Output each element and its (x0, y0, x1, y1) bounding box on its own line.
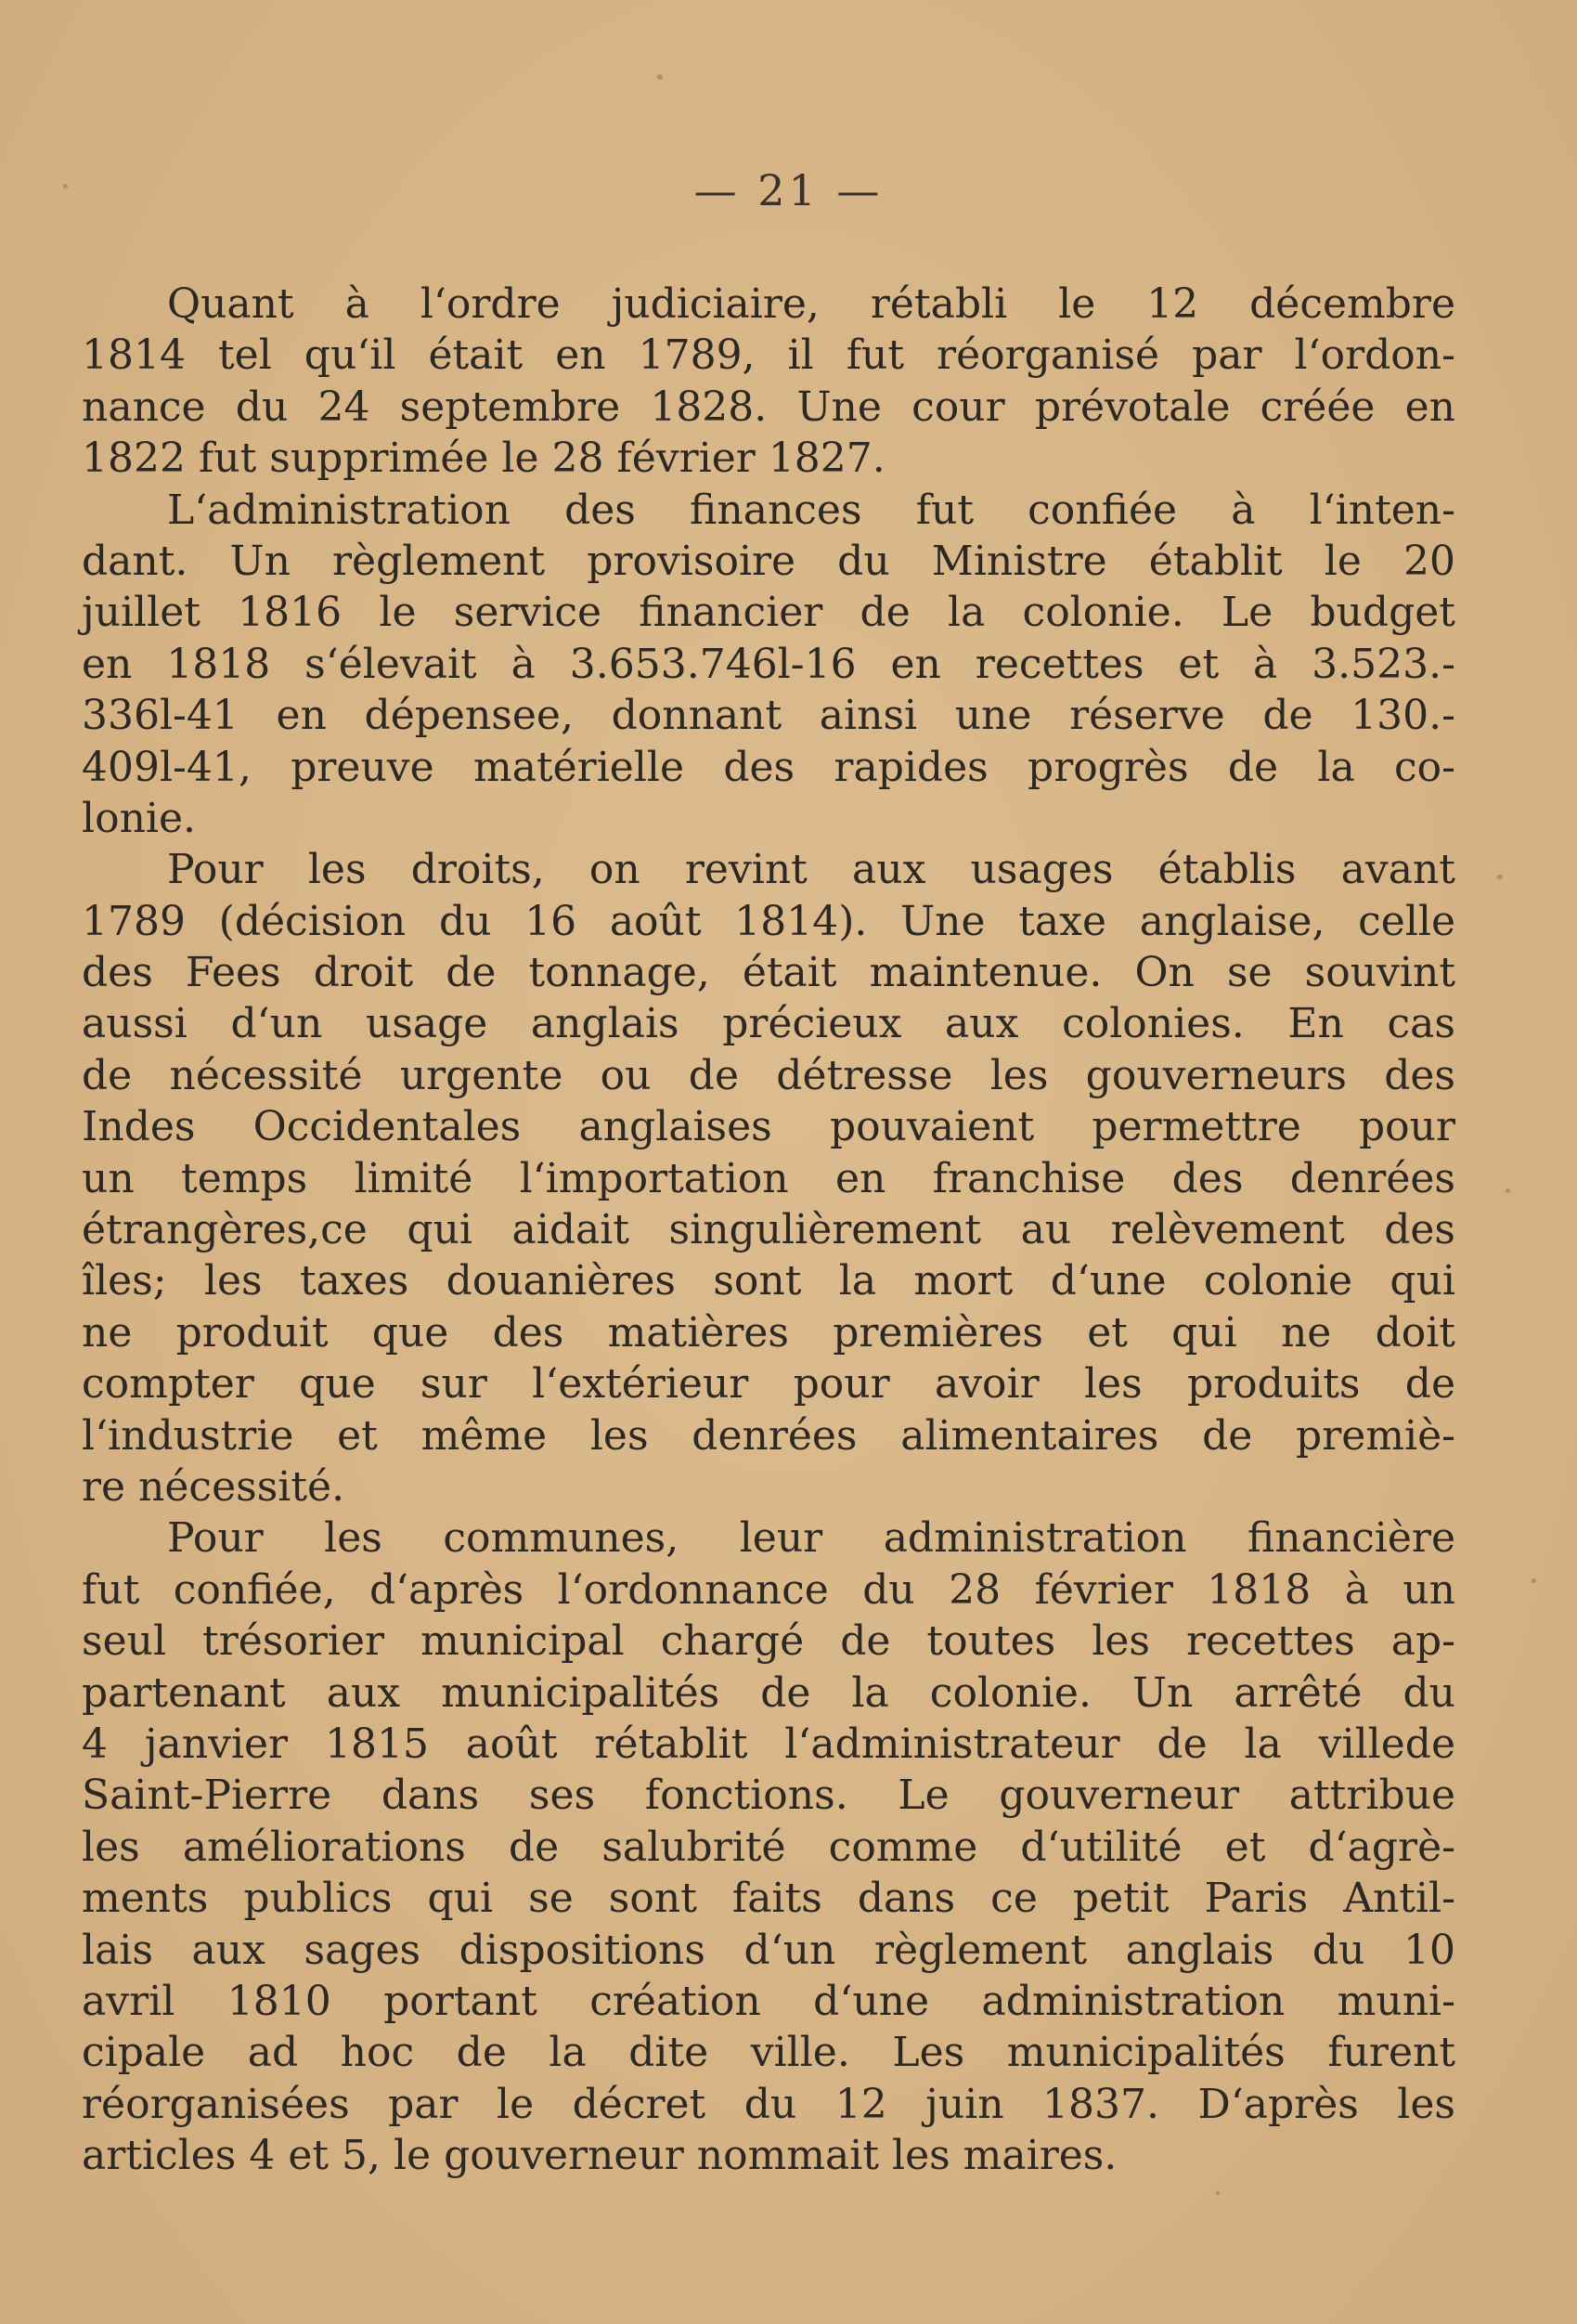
text-line: Quant à l‘ordre judiciaire, rétabli le 12 décembre (167, 280, 1455, 328)
text-line: de nécessité urgente ou de détresse les gouverneurs des (82, 1051, 1455, 1099)
text-line: lais aux sages dispositions d‘un règlement anglais du 10 (82, 1926, 1455, 1974)
paper-speck (1496, 875, 1503, 879)
text-line: lonie. (82, 794, 196, 842)
text-line: ne produit que des matières premières et qui ne doit (82, 1308, 1455, 1357)
text-line: juillet 1816 le service financier de la colonie. Le budget (82, 589, 1455, 637)
text-line: dant. Un règlement provisoire du Ministre établit le 20 (82, 537, 1455, 585)
text-line: fut confiée, d‘après l‘ordonnance du 28 février 1818 à un (82, 1565, 1455, 1614)
text-line: Pour les communes, leur administration financière (167, 1514, 1455, 1563)
text-line: des Fees droit de tonnage, était maintenue. On se souvint (82, 949, 1455, 997)
text-line: Pour les droits, on revint aux usages établis avant (167, 846, 1455, 894)
body-text (82, 279, 1455, 2181)
text-line: Indes Occidentales anglaises pouvaient permettre pour (82, 1103, 1455, 1151)
text-line: Saint-Pierre dans ses fonctions. Le gouverneur attribue (82, 1772, 1455, 1820)
text-line: ments publics qui se sont faits dans ce petit Paris Antil- (82, 1875, 1455, 1923)
text-line: seul trésorier municipal chargé de toutes les recettes ap- (82, 1617, 1455, 1666)
text-line: l‘industrie et même les denrées alimentaires de premiè- (82, 1411, 1455, 1460)
text-line: partenant aux municipalités de la colonie. Un arrêté du (82, 1668, 1455, 1717)
paragraph-communes (82, 1513, 1455, 2181)
text-line: 1814 tel qu‘il était en 1789, il fut réorganisé par l‘ordon- (82, 331, 1455, 380)
text-line: cipale ad hoc de la dite ville. Les municipalités furent (82, 2029, 1455, 2077)
text-line: 409l-41, preuve matérielle des rapides progrès de la co- (82, 743, 1455, 791)
paragraph-duties (82, 844, 1455, 1513)
text-line: îles; les taxes douanières sont la mort d‘une colonie qui (82, 1257, 1455, 1305)
text-line: nance du 24 septembre 1828. Une cour prévotale créée en (82, 383, 1455, 431)
paragraph-judiciary (82, 279, 1455, 485)
text-line: articles 4 et 5, le gouverneur nommait les maires. (82, 2132, 1118, 2180)
paper-speck (1216, 2191, 1220, 2195)
paper-speck (1506, 1188, 1510, 1193)
page-number: — 21 — (693, 165, 884, 215)
text-line: 336l-41 en dépensee, donnant ainsi une réserve de 130.- (82, 692, 1455, 740)
text-line: re nécessité. (82, 1462, 345, 1511)
text-line: réorganisées par le décret du 12 juin 1837. D‘après les (82, 2080, 1455, 2128)
text-line: compter que sur l‘extérieur pour avoir les produits de (82, 1360, 1455, 1409)
text-line: un temps limité l‘importation en franchise des denrées (82, 1154, 1455, 1202)
text-line: 4 janvier 1815 août rétablit l‘administrateur de la villede (82, 1720, 1455, 1768)
text-line: 1822 fut supprimée le 28 février 1827. (82, 435, 885, 483)
paper-speck (1532, 1578, 1536, 1583)
text-line: les améliorations de salubrité comme d‘utilité et d‘agrè- (82, 1823, 1455, 1871)
text-line: avril 1810 portant création d‘une administration muni- (82, 1977, 1455, 2025)
paper-speck (657, 74, 663, 80)
text-line: en 1818 s‘élevait à 3.653.746l-16 en recettes et à 3.523.- (82, 640, 1455, 688)
text-line: aussi d‘un usage anglais précieux aux colonies. En cas (82, 1000, 1455, 1048)
text-line: 1789 (décision du 16 août 1814). Une taxe anglaise, celle (82, 897, 1455, 945)
text-line: L‘administration des finances fut confiée à l‘inten- (167, 486, 1455, 534)
paragraph-finances (82, 485, 1455, 845)
text-line: étrangères,ce qui aidait singulièrement au relèvement des (82, 1206, 1455, 1254)
